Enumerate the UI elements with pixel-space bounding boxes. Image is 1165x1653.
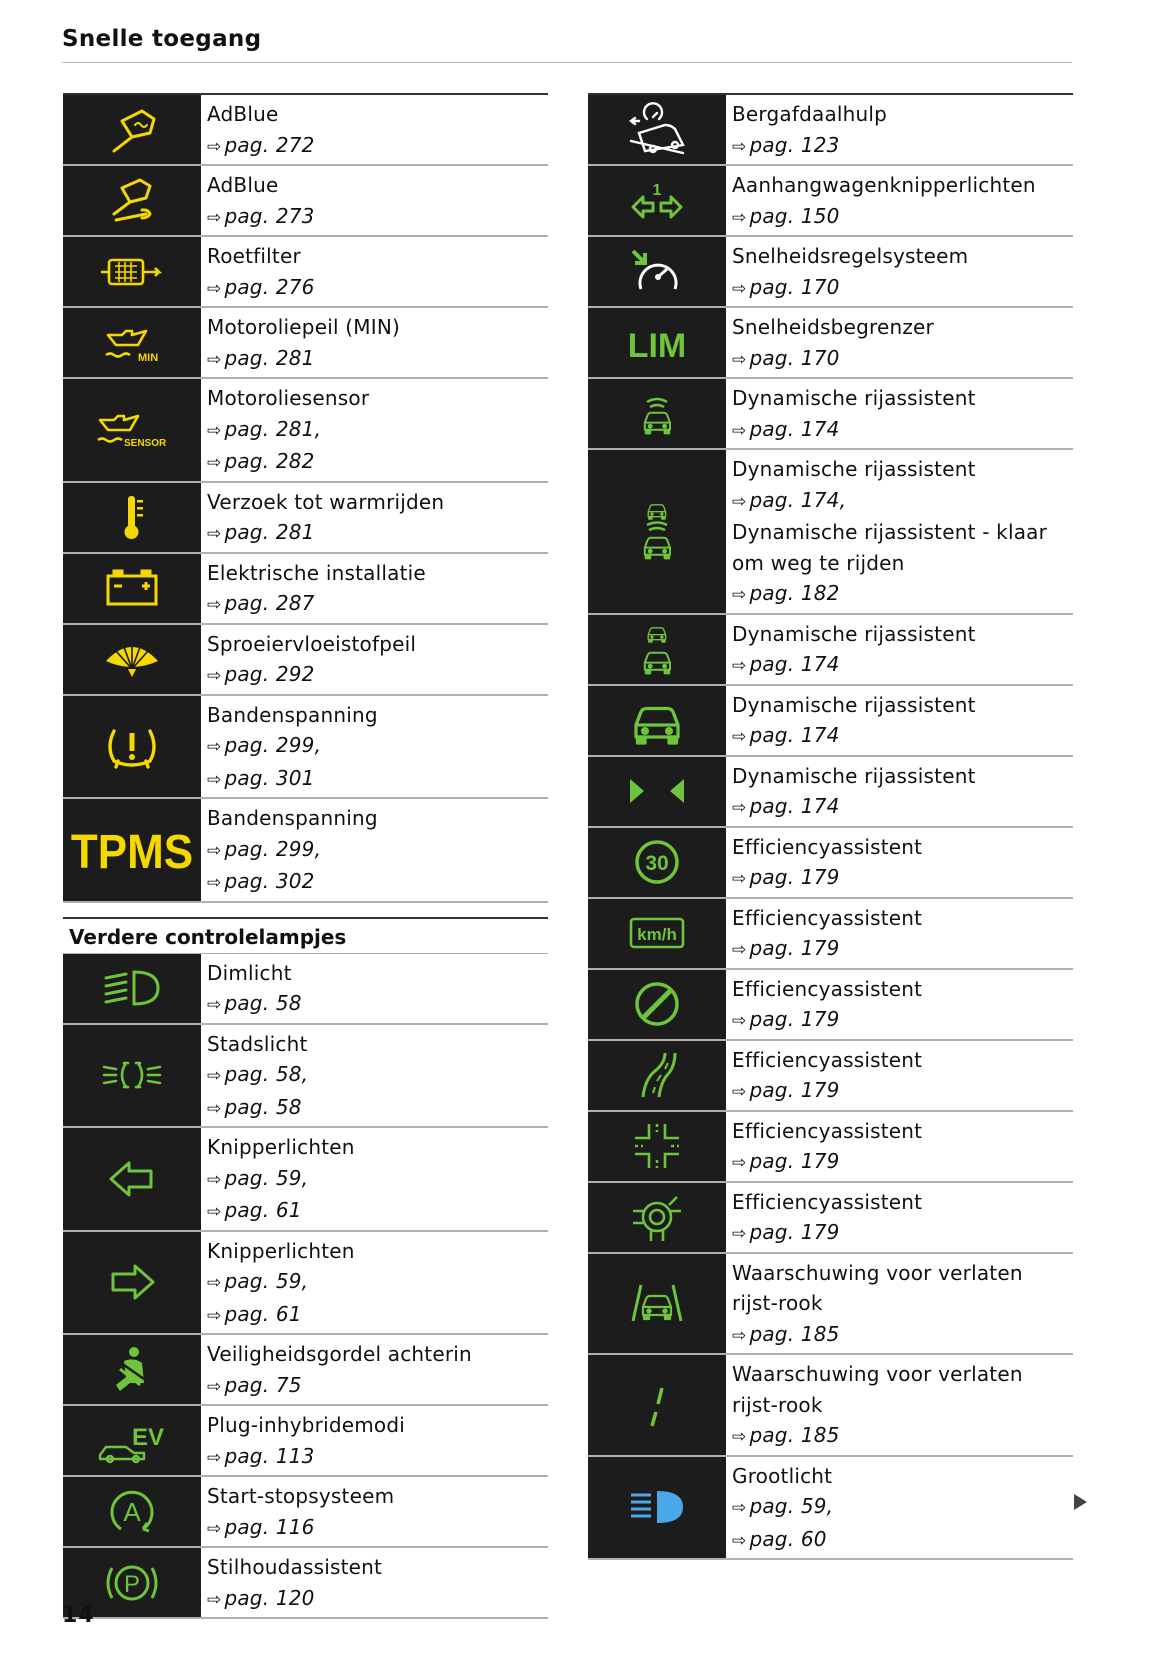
entry-text [726,450,1073,613]
cruise-control-icon [588,237,726,306]
page-reference[interactable]: ⇨ pag. 174 [732,794,840,818]
table-row [63,1128,548,1232]
page-reference[interactable]: ⇨ pag. 59, [207,1269,309,1293]
entry-label: Efficiencyassistent [732,1047,923,1072]
entry-text [726,237,1073,306]
entry-text [726,166,1073,235]
arrow-icon: ⇨ [207,1098,222,1119]
acc-distance-icon [588,615,726,684]
entry-text [201,483,548,552]
page-reference[interactable]: ⇨ pag. 182 [732,581,840,605]
arrow-icon: ⇨ [207,1589,222,1610]
entry-text [201,696,548,798]
arrow-icon: ⇨ [207,278,222,299]
entry-label: Stadslicht [207,1031,308,1056]
entry-label: Efficiencyassistent [732,834,923,859]
adblue-wrench-icon [63,166,201,235]
low-beam-icon [63,954,201,1023]
arrow-icon: ⇨ [732,585,747,605]
table-row [63,1406,548,1477]
arrow-icon: ⇨ [732,1224,747,1244]
entry-text [726,899,1073,968]
entry-label: Snelheidsbegrenzer [732,315,934,339]
page-reference[interactable]: ⇨ pag. 272 [207,132,315,157]
particulate-filter-icon [63,237,201,306]
page-reference[interactable]: ⇨ pag. 179 [732,1078,840,1102]
page-reference[interactable]: ⇨ pag. 276 [207,274,315,299]
intersection-icon [588,1112,726,1181]
washer-fluid-icon [63,625,201,694]
entry-label: Roetfilter [207,244,301,268]
right-column [588,93,1073,1560]
entry-text [201,1406,548,1475]
entry-label: Efficiencyassistent [732,976,923,1001]
lane-arrows-icon [588,757,726,826]
entry-label: Waarschuwing voor verlaten rijst-rook [732,1260,1023,1315]
page-reference[interactable]: ⇨ pag. 58 [207,991,302,1015]
kmh-icon [588,899,726,968]
table-row [63,954,548,1025]
arrow-icon: ⇨ [207,1202,222,1222]
page-reference[interactable]: ⇨ pag. 287 [207,591,315,615]
svg-text:TPMS: TPMS [70,823,194,879]
svg-text:MIN: MIN [138,351,159,364]
entry-text [201,1128,548,1230]
entry-label: Bandenspanning [207,702,378,727]
entry-label: Dynamische rijassistent [732,692,976,717]
entry-label: Efficiencyassistent [732,1189,923,1214]
page-reference[interactable]: ⇨ pag. 120 [207,1585,315,1610]
entry-label: Sproeiervloeistofpeil [207,631,417,656]
entry-label: Bergafdaalhulp [732,102,888,126]
arrow-icon: ⇨ [732,1082,747,1102]
lane-departure-car-icon [588,1254,726,1354]
roundabout-icon [588,1183,726,1252]
speed-sign-icon [588,828,726,897]
section-heading: Verdere controlelampjes [63,917,548,954]
entry-label: Knipperlichten [207,1135,355,1159]
page-reference[interactable]: ⇨ pag. 58, [207,1062,309,1086]
adblue-nozzle-icon [63,95,201,164]
entry-label: Elektrische installatie [207,560,426,585]
page-reference[interactable]: ⇨ pag. 281 [207,345,315,370]
arrow-icon: ⇨ [732,491,747,512]
table-row [588,899,1073,970]
curve-icon [588,1041,726,1110]
arrow-icon: ⇨ [207,595,222,615]
tire-pressure-icon [63,696,201,798]
tpms-icon [63,799,201,901]
arrow-icon: ⇨ [207,524,222,544]
arrow-icon: ⇨ [732,1325,747,1346]
page-reference[interactable]: ⇨ pag. 174 [732,416,840,441]
entry-label: Grootlicht [732,1463,833,1488]
page-reference[interactable]: ⇨ pag. 58 [207,1094,302,1119]
arrow-icon: ⇨ [207,136,222,157]
entry-text [201,95,548,164]
start-stop-icon [63,1477,201,1546]
table-row [588,166,1073,237]
table-row [588,308,1073,379]
entry-text [726,1254,1073,1354]
entry-label: Veiligheidsgordel achterin [207,1342,472,1366]
table-row [588,1254,1073,1356]
turn-left-icon [63,1128,201,1230]
arrow-icon: ⇨ [732,420,747,441]
entry-label: Efficiencyassistent [732,1118,923,1143]
entry-text [726,308,1073,377]
page-reference[interactable]: ⇨ pag. 281, [207,416,322,441]
arrow-icon: ⇨ [732,278,747,299]
arrow-icon: ⇨ [207,873,222,893]
oil-level-min-icon [63,308,201,377]
arrow-icon: ⇨ [732,727,747,747]
table-row [588,450,1073,615]
table-row [588,237,1073,308]
entry-text [726,1041,1073,1110]
entry-text [726,828,1073,897]
arrow-icon: ⇨ [732,1427,747,1447]
arrow-icon: ⇨ [207,207,222,228]
table-row [63,93,548,166]
entry-text [201,379,548,481]
arrow-icon: ⇨ [207,453,222,473]
page-reference[interactable]: ⇨ pag. 174 [732,652,840,676]
entry-label: Aanhangwagenknipperlichten [732,173,1036,197]
arrow-icon: ⇨ [732,1011,747,1031]
table-row [63,237,548,308]
arrow-icon: ⇨ [207,840,222,861]
table-row [63,1232,548,1336]
page-reference[interactable]: ⇨ pag. 75 [207,1372,302,1397]
entry-label: Dynamische rijassistent [732,457,976,481]
svg-text:P: P [123,1570,141,1598]
arrow-icon: ⇨ [207,1376,222,1397]
thermometer-icon [63,483,201,552]
arrow-icon: ⇨ [207,1066,222,1086]
table-row [588,1183,1073,1254]
entry-text [726,615,1073,684]
entry-text [201,166,548,235]
arrow-icon: ⇨ [207,1273,222,1293]
arrow-icon: ⇨ [732,798,747,818]
arrow-icon: ⇨ [207,1447,222,1468]
svg-text:EV: EV [132,1423,165,1451]
table-row [588,757,1073,828]
table-row [63,308,548,379]
entry-text [201,1477,548,1546]
arrow-icon: ⇨ [732,1498,747,1518]
page-reference[interactable]: ⇨ pag. 113 [207,1443,315,1468]
entry-label: Efficiencyassistent [732,905,923,930]
entry-label: Dynamische rijassistent [732,763,976,788]
arrow-icon: ⇨ [207,666,222,686]
page-reference[interactable]: ⇨ pag. 273 [207,203,315,228]
arrow-icon: ⇨ [207,420,222,441]
entry-text [726,1183,1073,1252]
arrow-icon: ⇨ [732,656,747,676]
page-number: 14 [62,1603,95,1628]
arrow-icon: ⇨ [207,1305,222,1326]
arrow-icon: ⇨ [732,1530,747,1551]
entry-text [201,237,548,306]
page-title: Snelle toegang [62,26,262,52]
table-row [588,686,1073,757]
speed-limiter-icon [588,308,726,377]
page-reference[interactable]: ⇨ pag. 299, [207,733,322,757]
entry-label-secondary: Dynamische rijassistent - klaar om weg te rijden [732,520,1048,575]
table-row [63,483,548,554]
arrow-icon: ⇨ [732,349,747,370]
arrow-icon: ⇨ [732,869,747,889]
hill-descent-icon [588,95,726,164]
page-reference[interactable]: ⇨ pag. 302 [207,869,315,893]
page-reference[interactable]: ⇨ pag. 61 [207,1301,302,1326]
svg-text:LIM: LIM [627,326,687,365]
page-reference[interactable]: ⇨ pag. 174 [732,723,840,747]
entry-text [201,1335,548,1404]
table-row [63,166,548,237]
table-row [63,625,548,696]
entry-text [726,970,1073,1039]
entry-text [726,1355,1073,1455]
page-reference[interactable]: ⇨ pag. 179 [732,1220,840,1244]
page-reference[interactable]: ⇨ pag. 179 [732,1007,840,1031]
entry-text [201,1232,548,1334]
page-reference[interactable]: ⇨ pag. 59, [732,1494,834,1518]
table-row [588,1355,1073,1457]
entry-text [201,1548,548,1617]
page-reference[interactable]: ⇨ pag. 282 [207,449,315,473]
entry-text [201,799,548,901]
table-row [63,1335,548,1406]
car-front-icon [588,686,726,755]
arrow-icon: ⇨ [732,207,747,228]
arrow-icon: ⇨ [207,1169,222,1190]
page-reference[interactable]: ⇨ pag. 292 [207,662,315,686]
svg-text:30: 30 [645,852,669,875]
battery-icon [63,554,201,623]
left-column [63,93,548,1619]
arrow-icon: ⇨ [207,737,222,757]
parking-light-icon [63,1025,201,1127]
entry-label: Bandenspanning [207,806,378,830]
arrow-icon: ⇨ [207,349,222,370]
entry-text [726,379,1073,448]
page-reference[interactable]: ⇨ pag. 281 [207,520,315,544]
oil-sensor-icon [63,379,201,481]
page-reference[interactable]: ⇨ pag. 174, [732,487,847,512]
arrow-icon: ⇨ [207,1518,222,1539]
page-reference[interactable]: ⇨ pag. 179 [732,865,840,889]
entry-label: Knipperlichten [207,1238,355,1263]
entry-text [201,954,548,1023]
page-reference[interactable]: ⇨ pag. 179 [732,1149,840,1173]
table-row [588,828,1073,899]
table-row [63,379,548,483]
trailer-turn-icon [588,166,726,235]
page-reference[interactable]: ⇨ pag. 59, [207,1165,309,1190]
page-reference[interactable]: ⇨ pag. 179 [732,936,840,960]
table-row [588,379,1073,450]
page-reference[interactable]: ⇨ pag. 123 [732,132,840,157]
high-beam-icon [588,1457,726,1559]
entry-label: AdBlue [207,102,279,126]
entry-label: Plug-inhybridemodi [207,1413,405,1437]
ev-car-icon [63,1406,201,1475]
entry-label: Dimlicht [207,960,292,985]
svg-text:SENSOR: SENSOR [124,437,167,449]
entry-text [201,554,548,623]
page-reference[interactable]: ⇨ pag. 185 [732,1321,840,1346]
svg-text:1: 1 [652,181,662,199]
page-reference[interactable]: ⇨ pag. 116 [207,1514,315,1539]
continue-arrow-icon [1074,1494,1087,1510]
table-row [63,1025,548,1129]
entry-text [201,1025,548,1127]
entry-text [726,757,1073,826]
acc-car-icon [588,379,726,448]
entry-label: Snelheidsregelsysteem [732,244,969,268]
entry-text [726,1112,1073,1181]
page-reference[interactable]: ⇨ pag. 170 [732,345,840,370]
arrow-icon: ⇨ [732,940,747,960]
seatbelt-icon [63,1335,201,1404]
page-reference[interactable]: ⇨ pag. 60 [732,1526,827,1551]
table-row [63,1548,548,1619]
table-row [63,1477,548,1548]
table-row [588,93,1073,166]
arrow-icon: ⇨ [207,769,222,790]
table-row [588,970,1073,1041]
entry-label: Motoroliepeil (MIN) [207,315,400,339]
page-reference[interactable]: ⇨ pag. 299, [207,836,322,861]
entry-label: Start-stopsysteem [207,1484,395,1508]
entry-label: Waarschuwing voor verlaten rijst-rook [732,1362,1023,1417]
page-reference[interactable]: ⇨ pag. 150 [732,203,840,228]
page-reference[interactable]: ⇨ pag. 170 [732,274,840,299]
entry-label: Dynamische rijassistent [732,386,976,410]
entry-label: Verzoek tot warmrijden [207,489,445,514]
arrow-icon: ⇨ [732,1153,747,1173]
turn-right-icon [63,1232,201,1334]
end-restriction-icon [588,970,726,1039]
table-row [63,799,548,903]
table-row [588,615,1073,686]
entry-label: Motoroliesensor [207,386,370,410]
entry-text [201,308,548,377]
page-reference[interactable]: ⇨ pag. 61 [207,1198,302,1222]
table-row [588,1112,1073,1183]
entry-text [726,686,1073,755]
table-row [63,554,548,625]
entry-label: Stilhoudassistent [207,1555,383,1579]
arrow-icon: ⇨ [732,136,747,157]
entry-text [726,95,1073,164]
arrow-icon: ⇨ [207,995,222,1015]
entry-label: AdBlue [207,173,279,197]
table-row [588,1457,1073,1561]
entry-text [726,1457,1073,1559]
entry-label: Dynamische rijassistent [732,621,976,646]
svg-text:km/h: km/h [637,925,677,944]
acc-two-cars-icon [588,450,726,613]
svg-text:A: A [123,1496,141,1527]
page-reference[interactable]: ⇨ pag. 185 [732,1423,840,1447]
header-divider [62,62,1072,63]
page-reference[interactable]: ⇨ pag. 301 [207,765,315,790]
lane-line-icon [588,1355,726,1455]
entry-text [201,625,548,694]
table-row [588,1041,1073,1112]
table-row [63,696,548,800]
